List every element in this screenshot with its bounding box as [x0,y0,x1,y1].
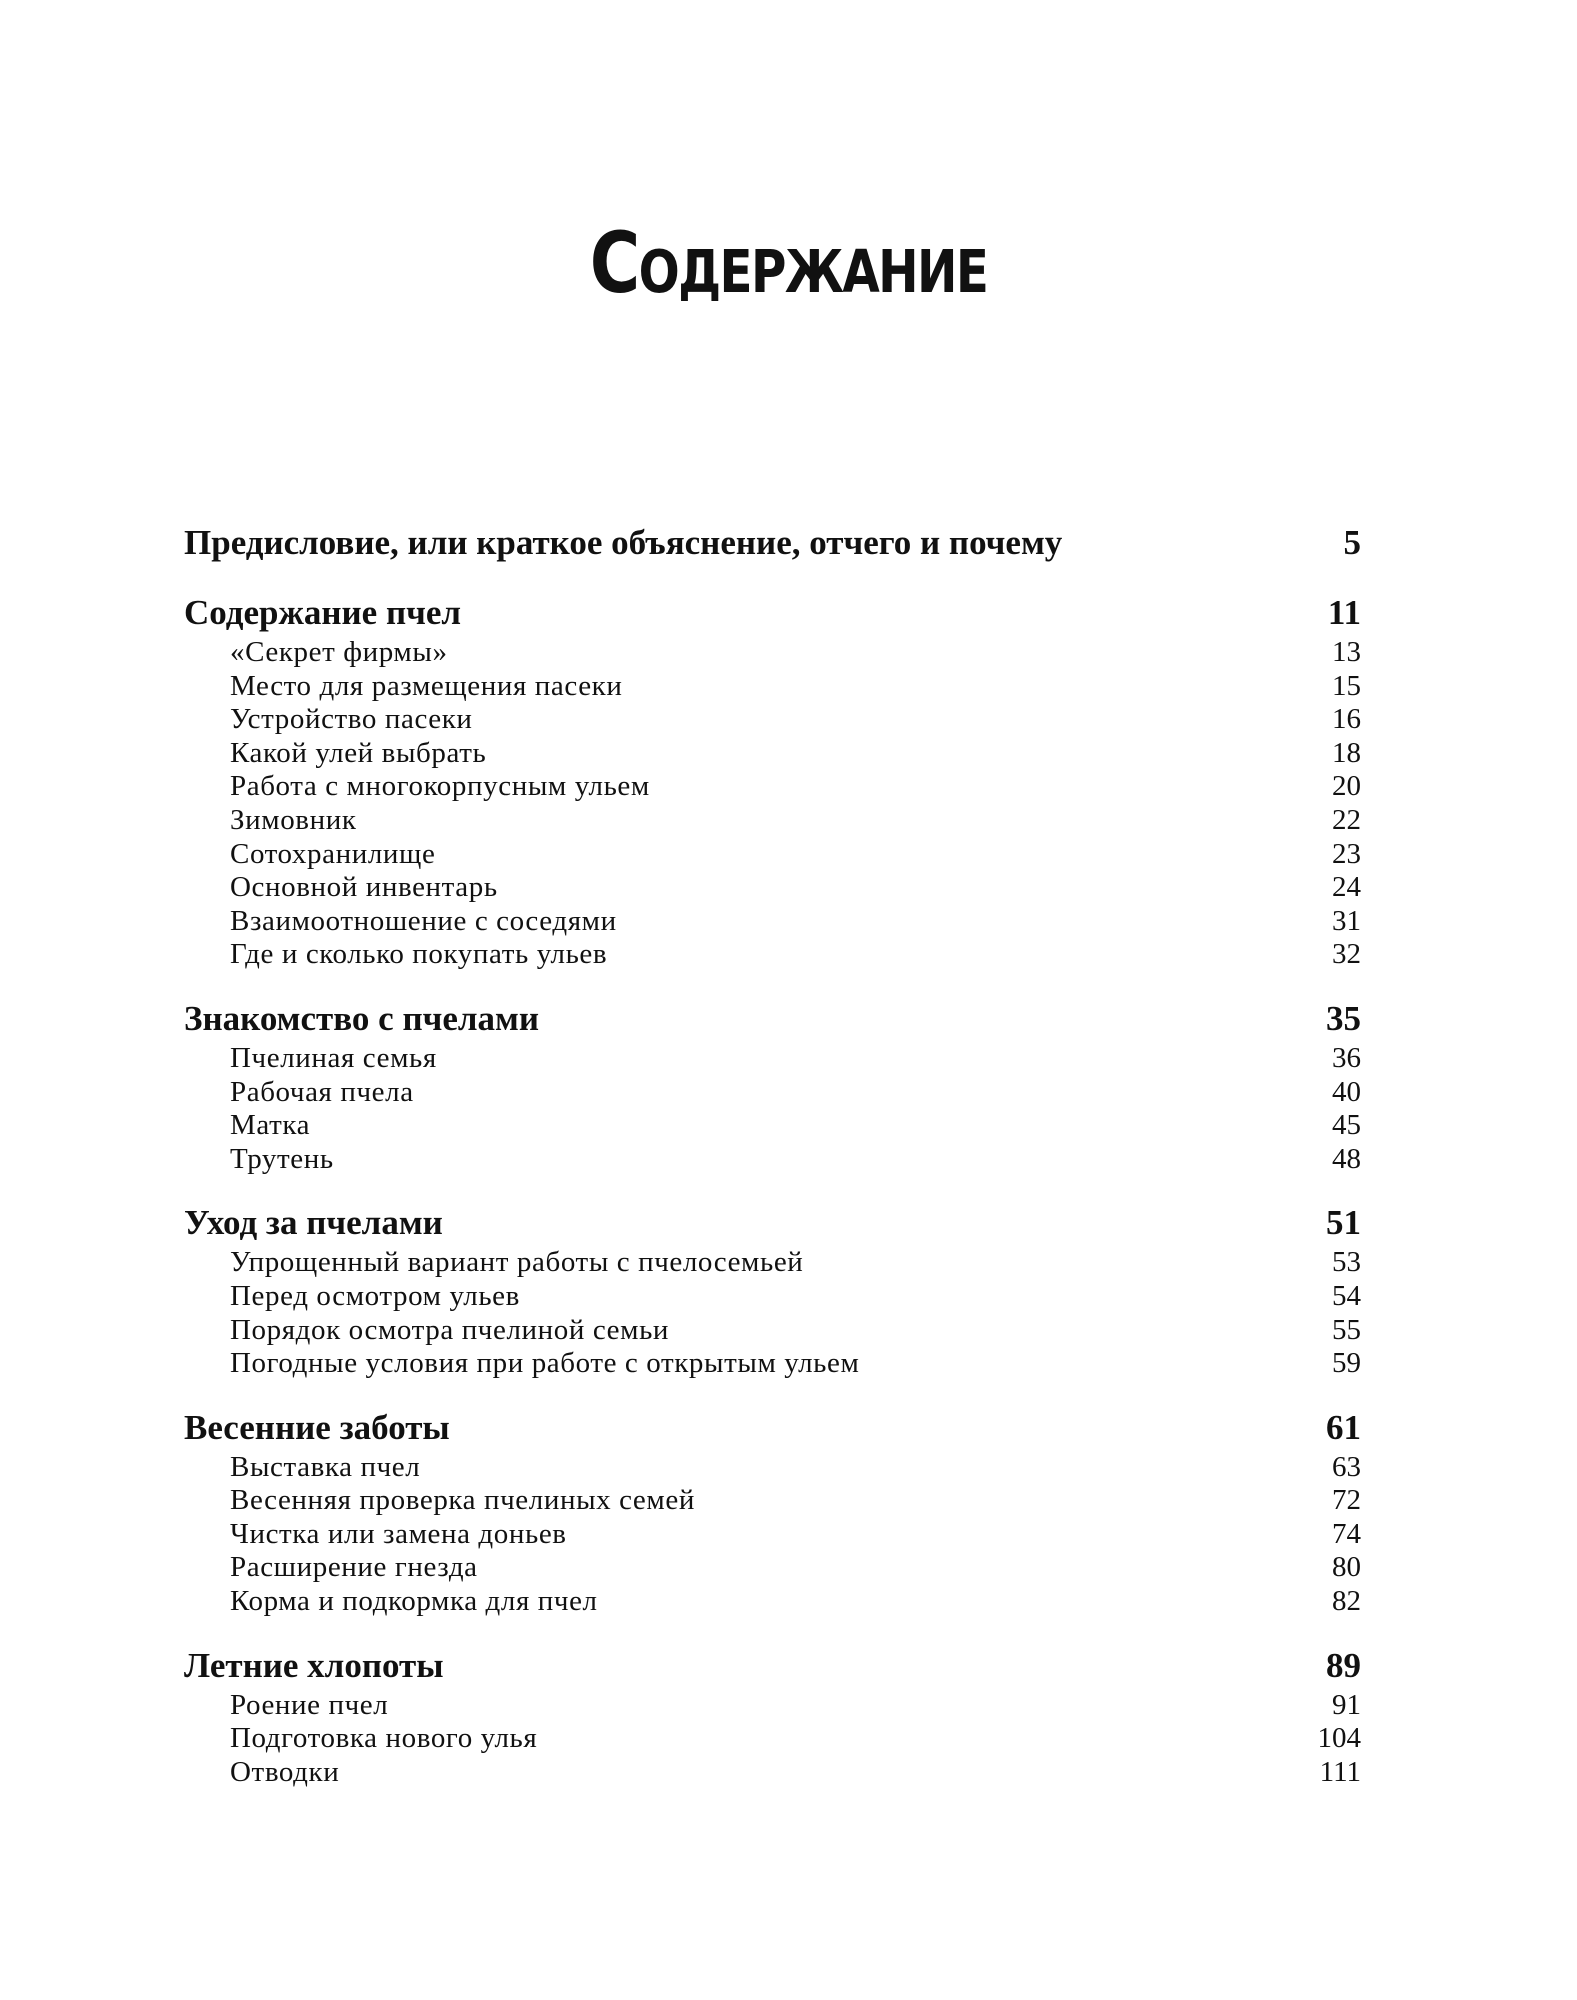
entry-label: Матка [230,1109,311,1142]
entry-page-number: 45 [1332,1109,1361,1142]
entry-label: Зимовник [230,803,357,836]
entry-label: Чистка или замена доньев [230,1517,567,1550]
entry-label: Роение пчел [230,1688,389,1721]
entry-label: Работа с многокорпусным ульем [230,770,650,803]
subsection-list [184,1689,1361,1790]
entry-page-number: 32 [1332,938,1361,971]
entry-label: Где и сколько покупать ульев [230,938,608,971]
entry-label: Перед осмотром ульев [230,1279,520,1312]
entry-label: Весенняя проверка пчелиных семей [230,1484,695,1517]
entry-page-number: 48 [1332,1142,1361,1175]
toc-section [184,1643,1361,1790]
section-page-number: 11 [1327,593,1361,632]
toc-section-title-row[interactable] [184,520,1361,566]
entry-page-number: 16 [1332,703,1361,736]
entry-page-number: 59 [1332,1347,1361,1380]
entry-label: «Секрет фирмы» [230,636,448,668]
entry-page-number: 13 [1332,636,1361,668]
toc-entry[interactable] [184,1280,1361,1314]
section-title: Весенние заботы [184,1407,450,1447]
section-page-number: 51 [1326,1203,1361,1243]
toc-entry[interactable] [184,770,1361,804]
toc-section [184,996,1361,1176]
toc-entry[interactable] [184,1143,1361,1177]
toc-entry[interactable] [184,1756,1361,1790]
section-title: Уход за пчелами [184,1203,443,1243]
toc-section-title-row[interactable] [184,996,1361,1042]
entry-page-number: 54 [1332,1279,1361,1312]
toc-entry[interactable] [184,1722,1361,1756]
entry-label: Трутень [230,1142,334,1175]
entry-label: Порядок осмотра пчелиной семьи [230,1313,670,1346]
toc-section-title-row[interactable] [184,1405,1361,1451]
toc-section [184,590,1361,972]
entry-page-number: 24 [1332,871,1361,904]
toc-entry[interactable] [184,938,1361,972]
entry-label: Погодные условия при работе с открытым ульем [230,1347,860,1380]
toc-entry[interactable] [184,871,1361,905]
section-title: Содержание пчел [184,593,462,632]
entry-label: Корма и подкормка для пчел [230,1585,598,1618]
entry-label: Основной инвентарь [230,871,498,904]
toc-section-title-row[interactable] [184,1643,1361,1689]
entry-label: Устройство пасеки [230,703,473,736]
toc-section [184,520,1361,566]
table-of-contents [184,520,1361,1813]
section-title: Предисловие, или краткое объяснение, отчего и почему [184,523,1063,562]
toc-entry[interactable] [184,838,1361,872]
entry-label: Какой улей выбрать [230,736,487,769]
section-title: Знакомство с пчелами [184,998,540,1038]
entry-page-number: 23 [1332,837,1361,870]
toc-entry[interactable] [184,804,1361,838]
toc-entry[interactable] [184,1347,1361,1381]
entry-page-number: 36 [1332,1041,1361,1074]
entry-label: Выставка пчел [230,1450,421,1483]
entry-page-number: 22 [1332,803,1361,836]
entry-page-number: 111 [1319,1755,1361,1788]
entry-label: Взаимоотношение с соседями [230,904,617,937]
toc-entry[interactable] [184,1451,1361,1485]
entry-label: Место для размещения пасеки [230,669,623,702]
entry-page-number: 15 [1332,669,1361,702]
section-title: Летние хлопоты [184,1645,444,1685]
toc-entry[interactable] [184,1689,1361,1723]
entry-page-number: 104 [1317,1722,1361,1755]
entry-label: Пчелиная семья [230,1041,437,1074]
toc-entry[interactable] [184,1042,1361,1076]
toc-entry[interactable] [184,1518,1361,1552]
toc-section [184,1200,1361,1380]
entry-page-number: 20 [1332,770,1361,803]
entry-page-number: 80 [1332,1551,1361,1584]
toc-section-title-row[interactable] [184,590,1361,636]
entry-page-number: 55 [1332,1313,1361,1346]
toc-entry[interactable] [184,636,1361,670]
page-title: Содержание [589,214,988,312]
section-page-number: 89 [1326,1645,1361,1685]
entry-page-number: 72 [1332,1484,1361,1517]
entry-label: Отводки [230,1755,340,1788]
toc-entry[interactable] [184,703,1361,737]
toc-entry[interactable] [184,1314,1361,1348]
section-page-number: 61 [1326,1407,1361,1447]
section-page-number: 35 [1326,998,1361,1038]
toc-entry[interactable] [184,905,1361,939]
entry-label: Рабочая пчела [230,1075,414,1108]
toc-entry[interactable] [184,737,1361,771]
entry-label: Упрощенный вариант работы с пчелосемьей [230,1246,804,1279]
entry-label: Сотохранилище [230,837,436,870]
toc-entry[interactable] [184,1076,1361,1110]
toc-entry[interactable] [184,1585,1361,1619]
toc-section [184,1405,1361,1619]
entry-page-number: 40 [1332,1075,1361,1108]
subsection-list [184,636,1361,972]
entry-page-number: 82 [1332,1585,1361,1618]
section-page-number: 5 [1343,523,1361,562]
subsection-list [184,1042,1361,1176]
entry-page-number: 18 [1332,736,1361,769]
subsection-list [184,1246,1361,1380]
entry-page-number: 91 [1332,1688,1361,1721]
toc-entry[interactable] [184,1551,1361,1585]
entry-page-number: 31 [1332,904,1361,937]
entry-label: Подготовка нового улья [230,1722,538,1755]
toc-entry[interactable] [184,1109,1361,1143]
entry-page-number: 74 [1332,1517,1361,1550]
toc-entry[interactable] [184,1484,1361,1518]
entry-page-number: 53 [1332,1246,1361,1279]
toc-entry[interactable] [184,670,1361,704]
entry-page-number: 63 [1332,1450,1361,1483]
toc-entry[interactable] [184,1246,1361,1280]
entry-label: Расширение гнезда [230,1551,478,1584]
subsection-list [184,1451,1361,1619]
toc-section-title-row[interactable] [184,1200,1361,1246]
